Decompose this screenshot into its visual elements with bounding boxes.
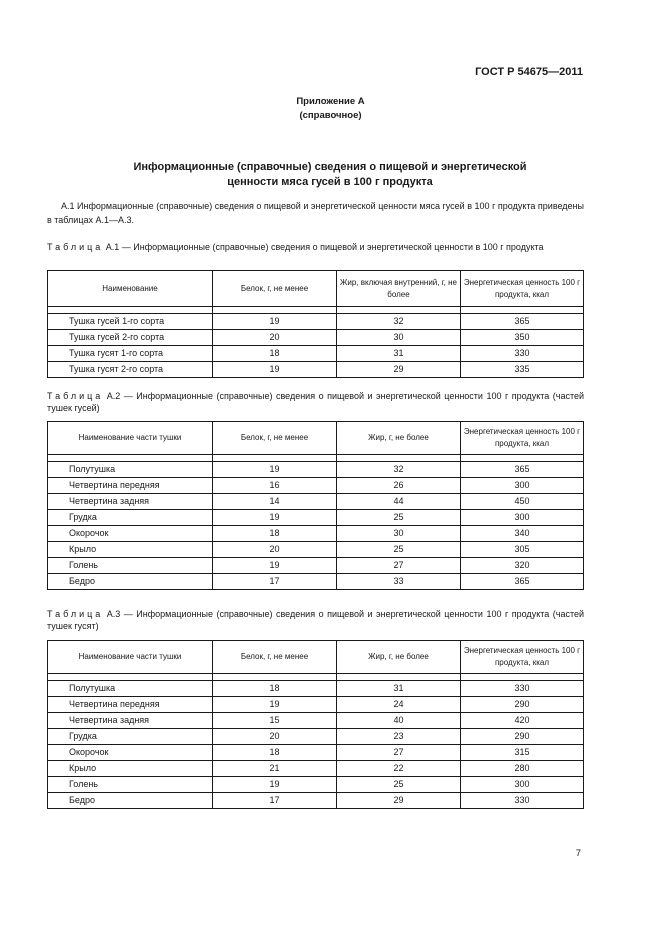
table3-cell-fat: 40 xyxy=(337,713,461,729)
table3-cell-fat: 29 xyxy=(337,793,461,809)
table-row xyxy=(48,314,584,330)
table3-header-name: Наименование части тушки xyxy=(48,641,213,674)
table1-cell-name: Тушка гусей 1-го сорта xyxy=(48,314,213,330)
page-title-line-1: Информационные (справочные) сведения о пищевой и энергетической xyxy=(133,161,527,173)
table3-spacer-cell xyxy=(48,674,213,681)
appendix-label: Приложение А xyxy=(296,96,365,107)
table3-cell-name: Четвертина передняя xyxy=(48,697,213,713)
table1-cell-name: Тушка гусей 2-го сорта xyxy=(48,330,213,346)
table2-spacer-cell xyxy=(461,455,584,462)
page-title-line-2: ценности мяса гусей в 100 г продукта xyxy=(227,176,433,188)
table3-cell-protein: 18 xyxy=(213,745,337,761)
table-row xyxy=(48,478,584,494)
table3-spacer-cell xyxy=(337,674,461,681)
table3-cell-protein: 15 xyxy=(213,713,337,729)
table2-spacer-cell xyxy=(213,455,337,462)
table-row xyxy=(48,574,584,590)
table1-cell-energy: 335 xyxy=(461,362,584,378)
table3-cell-protein: 19 xyxy=(213,777,337,793)
table-row xyxy=(48,462,584,478)
table1-header-fat: Жир, включая внутренний, г, не более xyxy=(337,271,461,307)
table-row xyxy=(48,777,584,793)
table1-cell-name: Тушка гусят 1-го сорта xyxy=(48,346,213,362)
table3-cell-energy: 330 xyxy=(461,793,584,809)
table2-spacer-cell xyxy=(48,455,213,462)
table3-cell-name: Четвертина задняя xyxy=(48,713,213,729)
table3-cell-energy: 290 xyxy=(461,697,584,713)
table-row xyxy=(48,745,584,761)
table2-cell-name: Четвертина передняя xyxy=(48,478,213,494)
table2-cell-energy: 340 xyxy=(461,526,584,542)
table3-cell-energy: 290 xyxy=(461,729,584,745)
appendix-type: (справочное) xyxy=(299,110,362,121)
table2-cell-fat: 26 xyxy=(337,478,461,494)
table-row xyxy=(48,510,584,526)
table1-cell-protein: 20 xyxy=(213,330,337,346)
table1-cell-name: Тушка гусят 2-го сорта xyxy=(48,362,213,378)
table2-cell-fat: 27 xyxy=(337,558,461,574)
table2-cell-energy: 320 xyxy=(461,558,584,574)
table3-cell-fat: 24 xyxy=(337,697,461,713)
table1-cell-fat: 30 xyxy=(337,330,461,346)
table-row xyxy=(48,526,584,542)
table3 xyxy=(47,640,584,809)
table-row xyxy=(48,542,584,558)
table1-cell-fat: 31 xyxy=(337,346,461,362)
table2-cell-fat: 33 xyxy=(337,574,461,590)
table2-cell-protein: 20 xyxy=(213,542,337,558)
table1-header-name: Наименование xyxy=(48,271,213,307)
table3-cell-name: Голень xyxy=(48,777,213,793)
table3-caption xyxy=(47,608,584,632)
table-row xyxy=(48,494,584,510)
page-title xyxy=(80,160,580,190)
table3-cell-energy: 280 xyxy=(461,761,584,777)
table2-cell-fat: 25 xyxy=(337,542,461,558)
table2-cell-energy: 300 xyxy=(461,510,584,526)
table3-cell-energy: 330 xyxy=(461,681,584,697)
table2-spacer-cell xyxy=(337,455,461,462)
table-row xyxy=(48,346,584,362)
table3-spacer-cell xyxy=(213,674,337,681)
table3-header-energy: Энергетическая ценность 100 г продукта, ккал xyxy=(461,641,584,674)
table3-cell-energy: 315 xyxy=(461,745,584,761)
table-row xyxy=(48,697,584,713)
table3-cell-fat: 23 xyxy=(337,729,461,745)
table2-cell-protein: 16 xyxy=(213,478,337,494)
table2-cell-name: Грудка xyxy=(48,510,213,526)
table1-spacer-cell xyxy=(48,307,213,314)
table3-spacer-row xyxy=(48,674,584,681)
table3-cell-protein: 19 xyxy=(213,697,337,713)
table1-spacer-row xyxy=(48,307,584,314)
table3-cell-protein: 20 xyxy=(213,729,337,745)
table3-cell-name: Окорочок xyxy=(48,745,213,761)
table3-spacer-cell xyxy=(461,674,584,681)
table2-header-protein: Белок, г, не менее xyxy=(213,422,337,455)
table1-spacer-cell xyxy=(213,307,337,314)
table1-cell-energy: 350 xyxy=(461,330,584,346)
table3-cell-fat: 22 xyxy=(337,761,461,777)
table2-cell-protein: 18 xyxy=(213,526,337,542)
table2-cell-energy: 365 xyxy=(461,462,584,478)
table3-header-protein: Белок, г, не менее xyxy=(213,641,337,674)
table1-spacer-cell xyxy=(337,307,461,314)
table1-header-protein: Белок, г, не менее xyxy=(213,271,337,307)
table1-cell-fat: 29 xyxy=(337,362,461,378)
table2-header-name: Наименование части тушки xyxy=(48,422,213,455)
table2 xyxy=(47,421,584,590)
table2-cell-name: Окорочок xyxy=(48,526,213,542)
table1 xyxy=(47,270,584,378)
table1-cell-protein: 19 xyxy=(213,314,337,330)
table2-cell-protein: 19 xyxy=(213,462,337,478)
table1-caption-label: Таблица xyxy=(47,242,104,252)
table2-cell-energy: 305 xyxy=(461,542,584,558)
table3-cell-name: Бедро xyxy=(48,793,213,809)
table3-cell-fat: 27 xyxy=(337,745,461,761)
table2-caption-label: Таблица xyxy=(47,391,104,401)
page-number: 7 xyxy=(575,848,581,859)
table2-cell-name: Голень xyxy=(48,558,213,574)
table2-cell-fat: 25 xyxy=(337,510,461,526)
appendix-heading xyxy=(0,95,661,123)
table2-cell-energy: 450 xyxy=(461,494,584,510)
table1-cell-fat: 32 xyxy=(337,314,461,330)
table-row xyxy=(48,330,584,346)
table3-caption-text: А.3 — Информационные (справочные) сведения о пищевой и энергетической ценности 100 г продукта (частей тушек гусят) xyxy=(47,609,584,631)
table2-cell-fat: 44 xyxy=(337,494,461,510)
table2-cell-protein: 19 xyxy=(213,558,337,574)
table-row xyxy=(48,681,584,697)
table1-spacer-cell xyxy=(461,307,584,314)
table3-caption-label: Таблица xyxy=(47,609,104,619)
table3-cell-name: Крыло xyxy=(48,761,213,777)
table3-cell-fat: 25 xyxy=(337,777,461,793)
table1-caption xyxy=(47,241,584,253)
table3-header-fat: Жир, г, не более xyxy=(337,641,461,674)
table3-cell-energy: 420 xyxy=(461,713,584,729)
table3-cell-protein: 21 xyxy=(213,761,337,777)
table2-cell-energy: 365 xyxy=(461,574,584,590)
table2-caption-text: А.2 — Информационные (справочные) сведения о пищевой и энергетической ценности 100 г продукта (частей тушек гусей) xyxy=(47,391,584,413)
intro-paragraph xyxy=(47,199,584,227)
table2-spacer-row xyxy=(48,455,584,462)
table-row xyxy=(48,729,584,745)
table2-cell-name: Полутушка xyxy=(48,462,213,478)
table2-cell-name: Четвертина задняя xyxy=(48,494,213,510)
table3-cell-name: Полутушка xyxy=(48,681,213,697)
table3-cell-energy: 300 xyxy=(461,777,584,793)
table1-cell-energy: 365 xyxy=(461,314,584,330)
table3-cell-fat: 31 xyxy=(337,681,461,697)
table-row xyxy=(48,713,584,729)
table2-header-fat: Жир, г, не более xyxy=(337,422,461,455)
table1-header-energy: Энергетическая ценность 100 г продукта, ккал xyxy=(461,271,584,307)
table2-cell-protein: 17 xyxy=(213,574,337,590)
table3-cell-protein: 18 xyxy=(213,681,337,697)
table2-cell-energy: 300 xyxy=(461,478,584,494)
table3-cell-protein: 17 xyxy=(213,793,337,809)
table2-cell-fat: 30 xyxy=(337,526,461,542)
table2-header-energy: Энергетическая ценность 100 г продукта, ккал xyxy=(461,422,584,455)
table2-cell-protein: 14 xyxy=(213,494,337,510)
table1-cell-energy: 330 xyxy=(461,346,584,362)
table2-cell-name: Бедро xyxy=(48,574,213,590)
table2-cell-fat: 32 xyxy=(337,462,461,478)
table1-cell-protein: 18 xyxy=(213,346,337,362)
table3-cell-name: Грудка xyxy=(48,729,213,745)
table-row xyxy=(48,761,584,777)
table1-cell-protein: 19 xyxy=(213,362,337,378)
intro-text: А.1 Информационные (справочные) сведения о пищевой и энергетической ценности мяса гусей в 100 г продукта приведены в таблицах А.1—А.3. xyxy=(47,201,584,225)
table-row xyxy=(48,362,584,378)
table2-cell-name: Крыло xyxy=(48,542,213,558)
document-code: ГОСТ Р 54675—2011 xyxy=(475,66,583,78)
table1-caption-text: А.1 — Информационные (справочные) сведения о пищевой и энергетической ценности в 100 г продукта xyxy=(103,242,544,252)
table-row xyxy=(48,558,584,574)
table2-caption xyxy=(47,390,584,414)
table2-cell-protein: 19 xyxy=(213,510,337,526)
table-row xyxy=(48,793,584,809)
